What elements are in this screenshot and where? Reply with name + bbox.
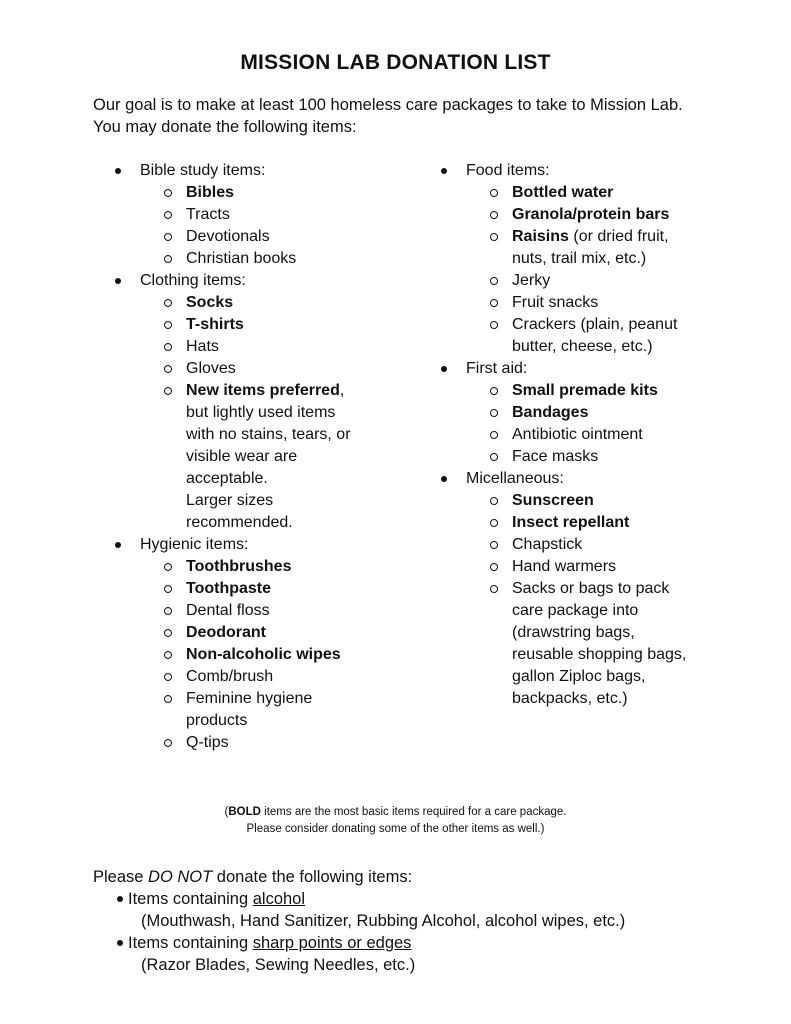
note-open-paren: (: [224, 806, 229, 818]
list-item: [115, 292, 435, 314]
list-item: [441, 270, 771, 292]
list-item: [115, 314, 435, 336]
circle-bullet-icon: [164, 673, 172, 681]
item-detail-line: visible wear are: [186, 448, 298, 465]
left-column: [115, 160, 435, 754]
item-detail-line: but lightly used items: [186, 404, 336, 421]
item-label: Insect repellant: [512, 514, 630, 531]
list-item: [441, 556, 771, 578]
category-first-aid: [441, 358, 771, 380]
list-item: [441, 292, 771, 314]
circle-bullet-icon: [490, 585, 498, 593]
item-label: Hand warmers: [512, 558, 617, 575]
do-not-heading: [93, 866, 733, 888]
item-label-rest: (or dried fruit,: [568, 228, 669, 245]
circle-bullet-icon: [164, 233, 172, 241]
list-item: [115, 556, 435, 578]
right-column: [441, 160, 771, 710]
category-label: Food items:: [466, 162, 550, 179]
list-item: [441, 182, 771, 204]
circle-bullet-icon: [164, 651, 172, 659]
category-label: Micellaneous:: [466, 470, 564, 487]
item-label-cont: products: [186, 712, 248, 729]
item-label: Devotionals: [186, 228, 270, 245]
excluded-keyword: sharp points or edges: [252, 934, 412, 952]
item-label-rest: ,: [339, 382, 345, 399]
bullet-icon: [115, 168, 121, 174]
list-item: [441, 446, 771, 468]
circle-bullet-icon: [164, 365, 172, 373]
circle-bullet-icon: [164, 585, 172, 593]
list-item: [115, 732, 435, 754]
circle-bullet-icon: [490, 409, 498, 417]
item-label: Sunscreen: [512, 492, 594, 509]
circle-bullet-icon: [164, 739, 172, 747]
bullet-icon: [117, 940, 123, 946]
bullet-icon: [115, 542, 121, 548]
circle-bullet-icon: [490, 387, 498, 395]
list-item: [115, 688, 435, 732]
list-item: [115, 578, 435, 600]
item-label: Small premade kits: [512, 382, 658, 399]
list-item: [115, 644, 435, 666]
note-line-1-rest: items are the most basic items required for a care package.: [260, 806, 567, 818]
circle-bullet-icon: [490, 321, 498, 329]
circle-bullet-icon: [490, 189, 498, 197]
excluded-prefix: Items containing: [128, 934, 253, 952]
circle-bullet-icon: [164, 387, 172, 395]
item-label: Bottled water: [512, 184, 614, 201]
item-label: Toothbrushes: [186, 558, 292, 575]
item-label-bold: New items preferred: [186, 382, 340, 399]
excluded-keyword: alcohol: [252, 890, 306, 908]
bullet-icon: [441, 168, 447, 174]
list-item: [441, 402, 771, 424]
circle-bullet-icon: [490, 563, 498, 571]
bullet-icon: [117, 896, 123, 902]
item-label: Crackers (plain, peanut: [512, 316, 678, 333]
item-label: Face masks: [512, 448, 599, 465]
item-detail-line: reusable shopping bags,: [512, 646, 687, 663]
category-label: Clothing items:: [140, 272, 246, 289]
item-label: Feminine hygiene: [186, 690, 313, 707]
list-item: [441, 578, 771, 710]
item-label: Hats: [186, 338, 219, 355]
item-label: Q-tips: [186, 734, 229, 751]
excluded-detail: (Razor Blades, Sewing Needles, etc.): [141, 956, 416, 974]
item-label: T-shirts: [186, 316, 244, 333]
category-label: Bible study items:: [140, 162, 266, 179]
list-item: [441, 226, 771, 270]
item-detail-line: care package into: [512, 602, 639, 619]
list-item: [115, 226, 435, 248]
list-item: [115, 600, 435, 622]
list-item: [441, 534, 771, 556]
category-hygienic: [115, 534, 435, 556]
list-item: [441, 490, 771, 512]
circle-bullet-icon: [164, 299, 172, 307]
circle-bullet-icon: [490, 431, 498, 439]
circle-bullet-icon: [490, 211, 498, 219]
circle-bullet-icon: [164, 563, 172, 571]
do-not-donate-section: [93, 866, 733, 976]
note-bold-word: BOLD: [228, 806, 261, 818]
item-label: Chapstick: [512, 536, 583, 553]
category-clothing: [115, 270, 435, 292]
item-label-cont: butter, cheese, etc.): [512, 338, 653, 355]
page-title: MISSION LAB DONATION LIST: [240, 51, 551, 74]
item-detail-line: with no stains, tears, or: [186, 426, 351, 443]
circle-bullet-icon: [164, 343, 172, 351]
list-item: [115, 666, 435, 688]
list-item: [115, 358, 435, 380]
circle-bullet-icon: [490, 299, 498, 307]
note-line-2: Please consider donating some of the other items as well.): [246, 823, 545, 835]
list-item: [115, 380, 435, 534]
excluded-item-sharp: [93, 932, 733, 954]
do-not-tail: donate the following items:: [212, 868, 413, 886]
item-detail-line: backpacks, etc.): [512, 690, 628, 707]
item-label: Bibles: [186, 184, 235, 201]
list-item: [115, 336, 435, 358]
do-not-lead: Please: [93, 868, 149, 886]
item-label: Fruit snacks: [512, 294, 599, 311]
list-item: [115, 622, 435, 644]
item-label: Tracts: [186, 206, 230, 223]
item-detail-line: recommended.: [186, 514, 293, 531]
item-label: Socks: [186, 294, 234, 311]
item-label: Dental floss: [186, 602, 270, 619]
item-label: Sacks or bags to pack: [512, 580, 670, 597]
bold-items-note: [0, 804, 791, 838]
circle-bullet-icon: [164, 189, 172, 197]
list-item: [115, 204, 435, 226]
item-detail-line: acceptable.: [186, 470, 268, 487]
intro-paragraph: [93, 94, 733, 138]
item-label: Granola/protein bars: [512, 206, 670, 223]
intro-line-1: Our goal is to make at least 100 homeless care packages to take to Mission Lab.: [93, 96, 683, 114]
item-label: Toothpaste: [186, 580, 272, 597]
item-label: Deodorant: [186, 624, 266, 641]
circle-bullet-icon: [490, 277, 498, 285]
excluded-detail: (Mouthwash, Hand Sanitizer, Rubbing Alcohol, alcohol wipes, etc.): [141, 912, 626, 930]
circle-bullet-icon: [164, 629, 172, 637]
intro-line-2: You may donate the following items:: [93, 118, 357, 136]
category-label: Hygienic items:: [140, 536, 249, 553]
item-detail-line: (drawstring bags,: [512, 624, 635, 641]
item-detail-line: gallon Ziploc bags,: [512, 668, 646, 685]
bullet-icon: [441, 366, 447, 372]
circle-bullet-icon: [490, 233, 498, 241]
category-label: First aid:: [466, 360, 528, 377]
item-label: Jerky: [512, 272, 551, 289]
category-food: [441, 160, 771, 182]
bullet-icon: [441, 476, 447, 482]
excluded-prefix: Items containing: [128, 890, 253, 908]
circle-bullet-icon: [164, 255, 172, 263]
list-item: [115, 248, 435, 270]
item-label-cont: nuts, trail mix, etc.): [512, 250, 647, 267]
list-item: [115, 182, 435, 204]
excluded-item-alcohol: [93, 888, 733, 910]
circle-bullet-icon: [164, 321, 172, 329]
item-label: Comb/brush: [186, 668, 274, 685]
list-item: [441, 204, 771, 226]
item-label: Gloves: [186, 360, 236, 377]
list-item: [441, 424, 771, 446]
item-detail-line: Larger sizes: [186, 492, 274, 509]
item-label: Antibiotic ointment: [512, 426, 643, 443]
item-label: Bandages: [512, 404, 589, 421]
category-bible-study: [115, 160, 435, 182]
item-label: Christian books: [186, 250, 297, 267]
circle-bullet-icon: [490, 497, 498, 505]
list-item: [441, 314, 771, 358]
bullet-icon: [115, 278, 121, 284]
category-miscellaneous: [441, 468, 771, 490]
item-label-bold: Raisins: [512, 228, 569, 245]
list-item: [441, 380, 771, 402]
circle-bullet-icon: [490, 519, 498, 527]
circle-bullet-icon: [164, 607, 172, 615]
circle-bullet-icon: [490, 541, 498, 549]
do-not-emphasis: DO NOT: [148, 868, 213, 886]
circle-bullet-icon: [164, 211, 172, 219]
list-item: [441, 512, 771, 534]
item-label: Non-alcoholic wipes: [186, 646, 341, 663]
circle-bullet-icon: [490, 453, 498, 461]
circle-bullet-icon: [164, 695, 172, 703]
note-line-1: [0, 804, 791, 821]
